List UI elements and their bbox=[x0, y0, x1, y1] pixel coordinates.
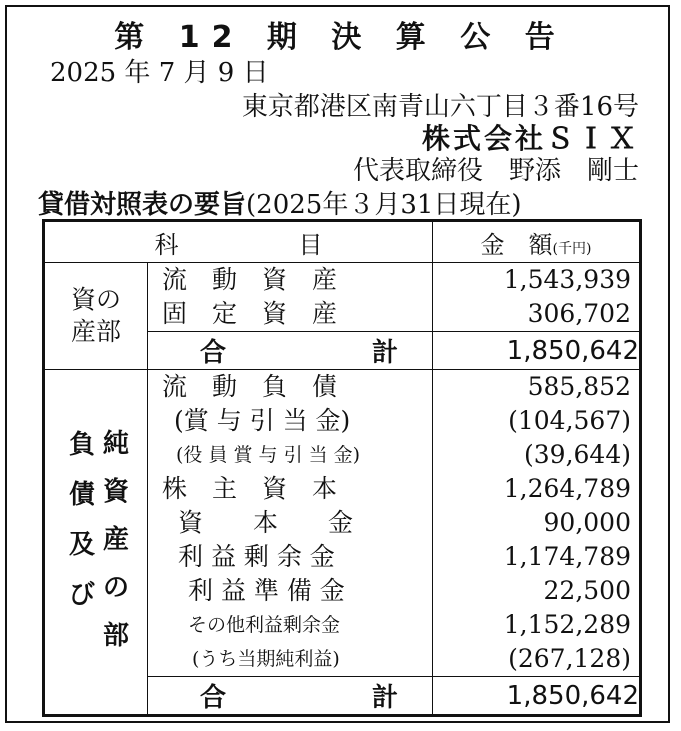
liab-value-current: 585,852 bbox=[527, 372, 631, 401]
equity-value-capital: 90,000 bbox=[543, 508, 631, 537]
equity-value-retained: 1,174,789 bbox=[503, 542, 631, 571]
liab-cat-char: 負 bbox=[68, 430, 95, 460]
notice-title: 第 12 期 決 算 公 告 bbox=[114, 20, 567, 55]
assets-category-line2: 産部 bbox=[70, 317, 121, 346]
liabilities-category-left bbox=[67, 420, 97, 620]
equity-label-legal-reserve: 利 益 準 備 金 bbox=[188, 576, 345, 605]
assets-category bbox=[44, 263, 148, 370]
asset-label-fixed: 固 定 資 産 bbox=[162, 299, 338, 328]
header-unit: (千円) bbox=[552, 240, 592, 257]
equity-value-shareholders: 1,264,789 bbox=[503, 474, 631, 503]
company-name: 株式会社ＳＩＸ bbox=[421, 122, 639, 155]
assets-total-label-b: 計 bbox=[371, 338, 398, 368]
equity-label-net-income: (うち当期純利益) bbox=[192, 648, 340, 670]
asset-label-current: 流 動 資 産 bbox=[162, 265, 338, 294]
assets-labels bbox=[148, 263, 433, 332]
assets-items-row bbox=[44, 263, 641, 332]
equity-label-retained: 利 益 剰 余 金 bbox=[178, 542, 335, 571]
liabilities-total-value: 1,850,642 bbox=[433, 677, 641, 716]
liabilities-category-right bbox=[101, 420, 131, 660]
header-amount-label: 金 額 bbox=[480, 230, 553, 259]
header-amount bbox=[433, 221, 641, 263]
company-address: 東京都港区南青山六丁目３番16号 bbox=[241, 92, 639, 122]
liab-cat-char: 及 bbox=[68, 530, 95, 560]
liabilities-labels bbox=[148, 370, 433, 677]
asset-value-fixed: 306,702 bbox=[527, 299, 631, 328]
liab-cat-char: び bbox=[68, 580, 95, 610]
liab-label-current: 流 動 負 債 bbox=[162, 372, 338, 401]
balance-sheet-title bbox=[38, 184, 522, 221]
liab-cat-char: の bbox=[102, 573, 129, 603]
liab-label-bonus: (賞 与 引 当 金) bbox=[174, 406, 351, 435]
liab-cat-char: 産 bbox=[102, 525, 129, 555]
liabilities-total-label-a: 合 bbox=[200, 683, 227, 713]
asset-value-current: 1,543,939 bbox=[503, 265, 631, 294]
liab-cat-char: 部 bbox=[102, 621, 129, 651]
notice-date: 2025 年 7 月 9 日 bbox=[50, 58, 269, 88]
assets-category-line1: 資の bbox=[70, 284, 121, 314]
header-item: 科 目 bbox=[44, 221, 433, 263]
equity-label-other-retained: その他利益剰余金 bbox=[188, 614, 341, 636]
equity-value-net-income: (267,128) bbox=[508, 644, 631, 673]
assets-total-label-a: 合 bbox=[200, 338, 227, 368]
liabilities-total-label-cell bbox=[148, 677, 433, 716]
liabilities-values bbox=[433, 370, 641, 677]
liab-cat-char: 資 bbox=[102, 477, 129, 507]
assets-total-label-cell bbox=[148, 332, 433, 370]
equity-label-shareholders: 株 主 資 本 bbox=[162, 474, 338, 503]
representative: 代表取締役 野添 剛士 bbox=[352, 156, 639, 186]
liab-label-officer-bonus: (役 員 賞 与 引 当 金) bbox=[176, 444, 361, 466]
liabilities-category bbox=[44, 370, 148, 716]
equity-value-legal-reserve: 22,500 bbox=[543, 576, 631, 605]
assets-total-value: 1,850,642 bbox=[433, 332, 641, 370]
equity-value-other-retained: 1,152,289 bbox=[503, 610, 631, 639]
liab-cat-char: 債 bbox=[68, 480, 95, 510]
liab-cat-char: 純 bbox=[102, 429, 129, 459]
liabilities-total-label-b: 計 bbox=[371, 683, 398, 713]
liab-value-officer-bonus: (39,644) bbox=[524, 440, 631, 469]
liab-value-bonus: (104,567) bbox=[508, 406, 631, 435]
liabilities-items-row bbox=[44, 370, 641, 677]
balance-sheet-title-date: (2025年３月31日現在) bbox=[246, 190, 522, 220]
assets-values bbox=[433, 263, 641, 332]
table-header-row bbox=[44, 221, 641, 263]
balance-sheet-title-main: 貸借対照表の要旨 bbox=[38, 190, 247, 220]
equity-label-capital: 資 本 金 bbox=[178, 508, 354, 537]
balance-sheet-table bbox=[42, 219, 642, 717]
